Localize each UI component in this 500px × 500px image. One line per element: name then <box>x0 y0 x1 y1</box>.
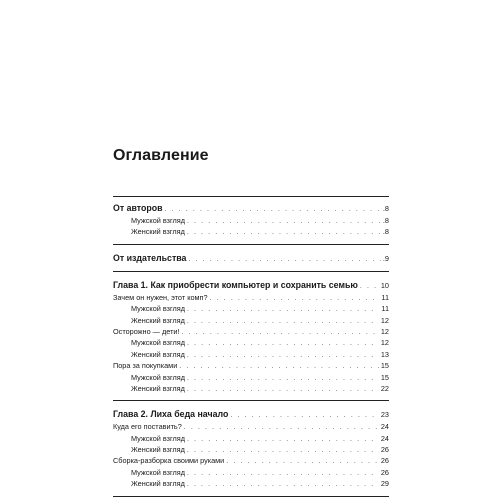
toc-page-number: .8 <box>382 216 389 225</box>
toc-page-number: 23 <box>380 410 389 420</box>
dot-leader <box>187 216 381 227</box>
toc-entry[interactable] <box>113 303 389 314</box>
dot-leader <box>182 327 379 338</box>
toc-entry[interactable] <box>113 421 389 432</box>
toc-chapter-entry[interactable] <box>113 202 389 215</box>
toc-page-number: 29 <box>380 479 389 489</box>
dot-leader <box>179 361 379 372</box>
toc-page-number: 12 <box>380 315 389 325</box>
dot-leader <box>360 280 379 293</box>
dot-leader <box>187 304 379 315</box>
dot-leader <box>187 384 379 395</box>
toc-page-number: 12 <box>380 338 389 348</box>
dot-leader <box>187 350 379 361</box>
toc-entry-title: Мужской взгляд <box>131 338 185 348</box>
toc-entry-title: Глава 2. Лиха беда начало <box>113 409 229 420</box>
dot-leader <box>165 203 381 216</box>
toc-entry[interactable] <box>113 337 389 348</box>
dot-leader <box>187 468 379 479</box>
toc-page-number: 15 <box>380 372 389 382</box>
toc-page-number: .8 <box>382 204 389 213</box>
toc-entry-title: Женский взгляд <box>131 479 185 489</box>
toc-entry-title: Глава 1. Как приобрести компьютер и сохранить семью <box>113 279 358 290</box>
toc-entry[interactable] <box>113 444 389 455</box>
toc-page-number: 13 <box>380 349 389 359</box>
toc-entry-title: От издательства <box>113 252 187 263</box>
page-title: Оглавление <box>113 147 209 164</box>
toc-page-number: 10 <box>380 280 389 290</box>
toc-page-number: 26 <box>380 456 389 466</box>
dot-leader <box>187 316 379 327</box>
dot-leader <box>230 409 379 422</box>
dot-leader <box>226 456 379 467</box>
toc-entry-title: Мужской взгляд <box>131 433 185 443</box>
toc-page-number: 26 <box>380 467 389 477</box>
toc-entry-title: Мужской взгляд <box>131 467 185 477</box>
dot-leader <box>187 338 379 349</box>
toc-page-number: 24 <box>380 433 389 443</box>
dot-leader <box>187 479 379 490</box>
toc-chapter-entry[interactable] <box>113 252 389 265</box>
dot-leader <box>188 253 380 266</box>
toc-entry[interactable] <box>113 372 389 383</box>
toc-entry-title: Сборка-разборка своими руками <box>113 456 225 466</box>
toc-page-number: 22 <box>380 383 389 393</box>
toc-entry-title: Мужской взгляд <box>131 216 185 225</box>
toc-entry[interactable] <box>113 360 389 371</box>
toc-page-number: 26 <box>380 445 389 455</box>
table-of-contents <box>113 196 389 497</box>
toc-section <box>113 272 389 402</box>
toc-chapter-entry[interactable] <box>113 408 389 421</box>
toc-section <box>113 245 389 272</box>
toc-entry-title: От авторов <box>113 203 163 213</box>
toc-entry-title: Зачем он нужен, этот комп? <box>113 292 208 302</box>
toc-page-number: .8 <box>382 227 389 237</box>
toc-entry-title: Осторожно — дети! <box>113 326 180 336</box>
toc-entry[interactable] <box>113 349 389 360</box>
toc-entry[interactable] <box>113 215 389 226</box>
toc-entry-title: Мужской взгляд <box>131 304 185 314</box>
toc-page-number: 15 <box>380 361 389 371</box>
toc-entry-title: Женский взгляд <box>131 315 185 325</box>
toc-page-number: 11 <box>381 292 389 302</box>
toc-entry[interactable] <box>113 455 389 466</box>
dot-leader <box>187 227 381 238</box>
toc-entry-title: Женский взгляд <box>131 445 185 455</box>
toc-page-number: 24 <box>380 422 389 432</box>
toc-entry[interactable] <box>113 292 389 303</box>
dot-leader <box>210 293 380 304</box>
toc-entry[interactable] <box>113 326 389 337</box>
dot-leader <box>184 422 379 433</box>
toc-chapter-entry[interactable] <box>113 279 389 292</box>
dot-leader <box>187 373 379 384</box>
toc-entry-title: Женский взгляд <box>131 383 185 393</box>
toc-entry-title: Женский взгляд <box>131 349 185 359</box>
toc-entry-title: Женский взгляд <box>131 227 185 237</box>
dot-leader <box>187 434 379 445</box>
toc-section <box>113 197 389 245</box>
toc-entry[interactable] <box>113 433 389 444</box>
toc-entry-title: Куда его поставить? <box>113 422 182 432</box>
toc-page-number: 11 <box>381 304 389 314</box>
toc-entry[interactable] <box>113 478 389 489</box>
toc-entry[interactable] <box>113 383 389 394</box>
toc-page-number: 12 <box>380 326 389 336</box>
toc-entry[interactable] <box>113 467 389 478</box>
toc-entry[interactable] <box>113 315 389 326</box>
toc-page-number: .9 <box>382 253 389 263</box>
toc-entry-title: Пора за покупками <box>113 361 178 371</box>
toc-entry-title: Мужской взгляд <box>131 372 185 382</box>
toc-entry[interactable] <box>113 226 389 237</box>
toc-section <box>113 401 389 496</box>
